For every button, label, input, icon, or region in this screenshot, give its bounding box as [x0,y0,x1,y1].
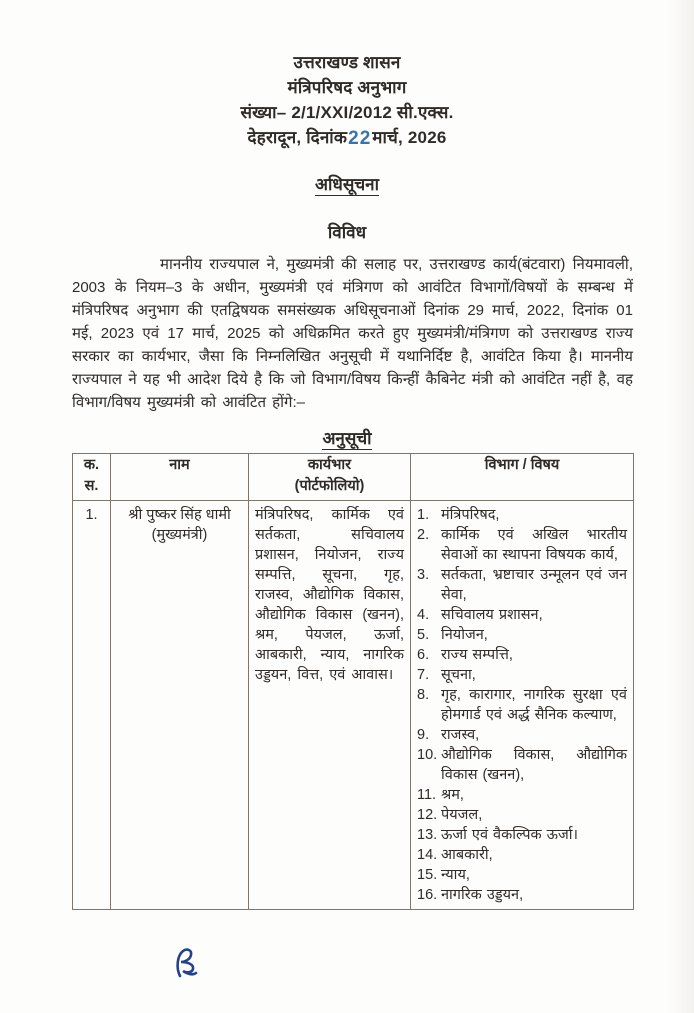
cell-serial: 1. [73,501,111,910]
table-row [73,501,634,910]
list-item-text: ऊर्जा एवं वैकल्पिक ऊर्जा। [441,827,579,843]
list-item [415,725,627,745]
list-item [415,505,627,525]
col-header-serial [73,454,111,501]
list-item-number: 9. [417,727,430,743]
list-item-number: 5. [417,627,430,643]
cell-portfolio: मंत्रिपरिषद, कार्मिक एवं सर्तकता, सचिवालय प्रशासन, नियोजन, राज्य सम्पत्ति, सूचना, गृह, राजस्व, औद्योगिक विकास, औद्योगिक विकास (खनन), श्रम, पेयजल, ऊर्जा, आबकारी, न्याय, नागरिक उड्डयन, वित्त, एवं आवास। [249,501,411,910]
list-item-text: कार्मिक एवं अखिल भारतीय सेवाओं का स्थापना विषयक कार्य, [441,527,627,563]
list-item [415,885,627,905]
list-item-text: नागरिक उड्डयन, [441,887,524,903]
category-heading: विविध [327,223,367,242]
list-item [415,685,627,725]
col-header-portfolio [249,454,411,501]
list-item [415,645,627,665]
list-item-text: औद्योगिक विकास, औद्योगिक विकास (खनन), [441,747,627,783]
list-item [415,825,627,845]
list-item-text: आबकारी, [441,847,493,863]
col-header-portfolio-line2: (पोर्टफोलियो) [294,478,365,494]
allocation-table [72,453,634,910]
list-item [415,805,627,825]
list-item [415,865,627,885]
list-item-text: श्रम, [441,787,464,803]
list-item-number: 16. [417,887,438,903]
col-header-serial-line1: क. [83,457,100,473]
list-item-text: राजस्व, [441,727,480,743]
date-suffix: मार्च, 2026 [372,128,447,147]
list-item-number: 7. [417,667,430,683]
list-item-number: 2. [417,527,430,543]
list-item [415,625,627,645]
schedule-heading: अनुसूची [322,429,372,448]
notification-heading: अधिसूचना [315,175,379,194]
handwritten-initial-mark [166,942,210,1003]
ink-squiggle-icon [166,942,210,998]
list-item-text: पेयजल, [441,807,483,823]
list-item-text: मंत्रिपरिषद, [441,507,500,523]
org-name: उत्तराखण्ड शासन [293,53,401,72]
col-header-name: नाम [111,454,249,501]
list-item [415,745,627,785]
minister-designation: (मुख्यमंत्री) [151,527,208,543]
section-name: मंत्रिपरिषद अनुभाग [287,78,407,97]
minister-name: श्री पुष्कर सिंह धामी [128,507,231,523]
cell-departments [411,501,634,910]
list-item [415,565,627,605]
list-item-number: 11. [417,787,437,803]
list-item [415,665,627,685]
list-item [415,605,627,625]
list-item-text: सर्तकता, भ्रष्टाचार उन्मूलन एवं जन सेवा, [441,567,627,603]
list-item-number: 8. [417,687,430,703]
list-item-number: 3. [417,567,430,583]
list-item-number: 6. [417,647,430,663]
stamped-date-day: 22 [348,128,372,149]
cell-name [111,501,249,910]
list-item-text: न्याय, [441,867,470,883]
list-item [415,845,627,865]
col-header-serial-line2: स. [84,478,99,494]
list-item-number: 14. [417,847,438,863]
list-item-text: गृह, कारागार, नागरिक सुरक्षा एवं होमगार्ड एवं अर्द्ध सैनिक कल्याण, [441,687,627,723]
date-line [0,125,694,151]
list-item-number: 1. [417,507,430,523]
col-header-departments: विभाग / विषय [411,454,634,501]
notification-heading-wrap [0,172,694,195]
date-prefix: देहरादून, दिनांक [247,128,348,147]
schedule-heading-wrap [0,426,694,449]
table-header-row [73,454,634,501]
list-item-number: 12. [417,807,438,823]
list-item-text: सूचना, [441,667,476,683]
list-item-number: 15. [417,867,438,883]
list-item [415,785,627,805]
list-item-number: 4. [417,607,430,623]
reference-number: संख्या– 2/1/XXI/2012 सी.एक्स. [240,103,454,122]
list-item-text: सचिवालय प्रशासन, [441,607,543,623]
document-header [0,50,694,151]
list-item-number: 10. [417,747,438,763]
body-paragraph: माननीय राज्यपाल ने, मुख्यमंत्री की सलाह पर, उत्तराखण्ड कार्य(बंटवारा) नियमावली, 2003 के नियम–3 के अधीन, मुख्यमंत्री एवं मंत्रिगण को आवंटित विभागों/विषयों के सम्बन्ध में मंत्रिपरिषद अनुभाग की एतद्विषयक समसंख्यक अधिसूचनाओं दिनांक 29 मार्च, 2022, दिनांक 01 मई, 2023 एवं 17 मार्च, 2025 को अधिक्रमित करते हुए मुख्यमंत्री/मंत्रिगण को उत्तराखण्ड राज्य सरकार का कार्यभार, जैसा कि निम्नलिखित अनुसूची में यथानिर्दिष्ट है, आवंटित किया है। माननीय राज्यपाल ने यह भी आदेश दिये है कि जो विभाग/विषय किन्हीं कैबिनेट मंत्री को आवंटित नहीं है, वह विभाग/विषय मुख्यमंत्री को आवंटित होंगे:– [72,256,633,411]
list-item-text: नियोजन, [441,627,488,643]
list-item [415,525,627,565]
list-item-number: 13. [417,827,438,843]
list-item-text: राज्य सम्पत्ति, [441,647,513,663]
col-header-portfolio-line1: कार्यभार [307,457,352,473]
